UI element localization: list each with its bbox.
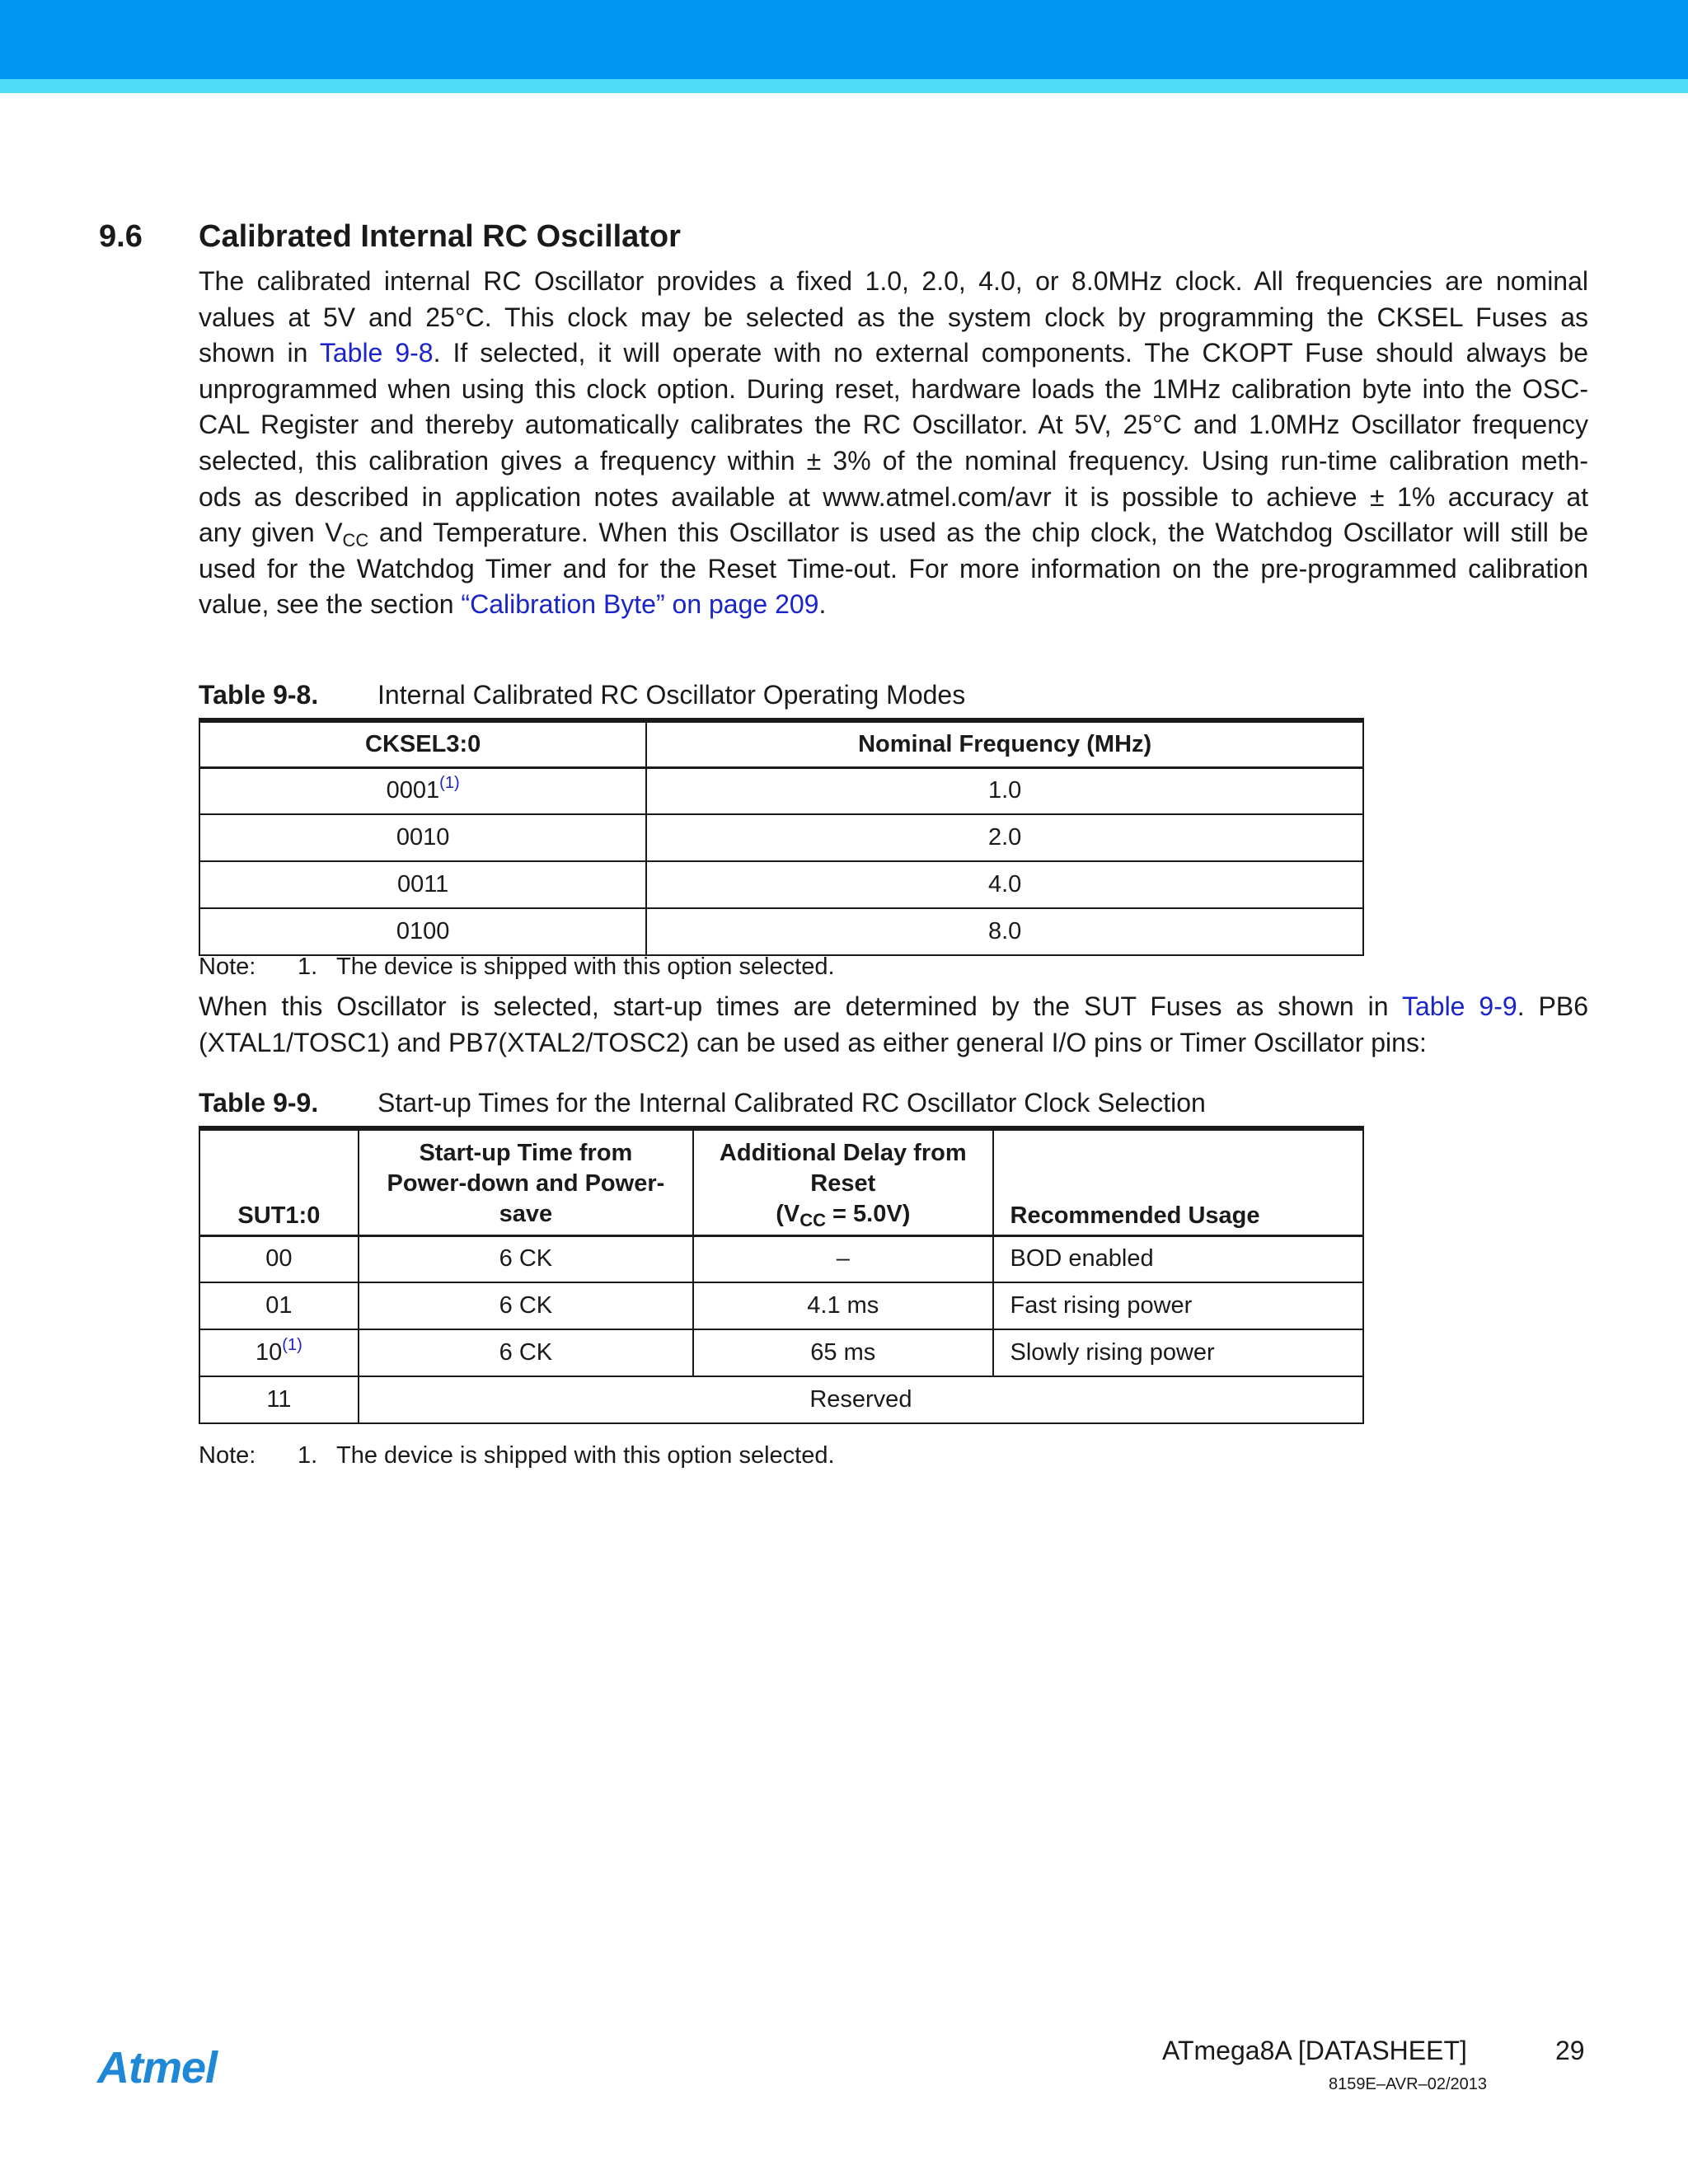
- paragraph-line: When this Oscillator is selected, start-up times are determined by the SUT Fuses as shown in Table 9-9. PB6: [199, 991, 1589, 1021]
- table-header: Additional Delay from Reset $(V_{CC} = 5.0V)$: [693, 1128, 992, 1235]
- table-9-8-link[interactable]: Table 9-8: [319, 338, 434, 368]
- table-header: Nominal Frequency (MHz): [646, 720, 1363, 767]
- table-9-8: [199, 718, 1364, 956]
- footnote-ref[interactable]: (1): [282, 1336, 302, 1354]
- paragraph-line: CAL Register and thereby automatically calibrates the RC Oscillator. At 5V, 25°C and 1.0MHz Oscillator frequency: [199, 410, 1588, 440]
- footer-title: ATmega8A [DATASHEET]: [1162, 2036, 1467, 2065]
- table-9-8-note: Note: 1. The device is shipped with this option selected.: [199, 954, 835, 980]
- table-row: 0001$^{(1)}$ 1.0: [199, 767, 1363, 814]
- paragraph-line: The calibrated internal RC Oscillator provides a fixed 1.0, 2.0, 4.0, or 8.0MHz clock. All frequencies are nominal: [199, 266, 1588, 296]
- paragraph-line: ods as described in application notes available at www.atmel.com/avr it is possible to achieve ± 1% accuracy at: [199, 481, 1588, 512]
- section-number: 9.6: [99, 219, 143, 254]
- table-9-9-link[interactable]: Table 9-9: [1401, 991, 1517, 1021]
- table-row: 0010 2.0: [199, 814, 1363, 861]
- paragraph-line: used for the Watchdog Timer and for the Reset Time-out. For more information on the pre-programmed calibration: [199, 553, 1588, 583]
- table-9-9-note: Note: 1. The device is shipped with this option selected.: [199, 1442, 835, 1469]
- paragraph-line: values at 5V and 25°C. This clock may be selected as the system clock by programming the CKSEL Fuses as: [199, 302, 1588, 332]
- document-id: 8159E–AVR–02/2013: [1329, 2075, 1488, 2093]
- table-header: Start-up Time from Power-down and Power- save: [359, 1128, 693, 1235]
- table-9-9-caption: Table 9-9. Start-up Times for the Internal Calibrated RC Oscillator Clock Selection: [199, 1088, 1206, 1118]
- header-bar: [0, 0, 1688, 79]
- intro-paragraph: [199, 264, 1588, 623]
- table-row: 0011 4.0: [199, 861, 1363, 908]
- paragraph-line: shown in Table 9-8. If selected, it will operate with no external components. The CKOPT Fuse should always be: [199, 338, 1589, 368]
- table-header: CKSEL3:0: [199, 720, 646, 767]
- paragraph-line: any given $V_{CC}$ and Temperature. When this Oscillator is used as the chip clock, the Watchdog Oscillator will still be: [199, 518, 1589, 551]
- table-9-8-caption: Table 9-8. Internal Calibrated RC Oscillator Operating Modes: [199, 680, 966, 710]
- section-title: Calibrated Internal RC Oscillator: [199, 219, 681, 254]
- startup-paragraph: [199, 989, 1588, 1061]
- table-row: 10$^{(1)}$ 6 CK 65 ms Slowly rising power: [199, 1329, 1363, 1376]
- table-row: 11 Reserved: [199, 1376, 1363, 1423]
- table-9-9: [199, 1126, 1364, 1424]
- table-row: 00 6 CK – BOD enabled: [199, 1235, 1363, 1282]
- paragraph-line: selected, this calibration gives a frequency within ± 3% of the nominal frequency. Using run-time calibration meth-: [199, 445, 1588, 476]
- paragraph-line: value, see the section “Calibration Byte” on page 209.: [199, 589, 827, 620]
- footnote-ref[interactable]: (1): [439, 774, 460, 793]
- calibration-byte-link[interactable]: “Calibration Byte” on page 209: [461, 589, 819, 620]
- paragraph-line: (XTAL1/TOSC1) and PB7(XTAL2/TOSC2) can be used as either general I/O pins or Timer Oscillator pins:: [199, 1027, 1427, 1057]
- atmel-logo: Atmel: [97, 2043, 218, 2093]
- page-number: 29: [1555, 2036, 1585, 2065]
- table-header: SUT1:0: [199, 1128, 359, 1235]
- table-row: 01 6 CK 4.1 ms Fast rising power: [199, 1282, 1363, 1329]
- table-header: Recommended Usage: [993, 1128, 1363, 1235]
- table-row: 0100 8.0: [199, 908, 1363, 955]
- paragraph-line: unprogrammed when using this clock option. During reset, hardware loads the 1MHz calibration byte into the OSC-: [199, 373, 1588, 404]
- header-stripe: [0, 79, 1688, 93]
